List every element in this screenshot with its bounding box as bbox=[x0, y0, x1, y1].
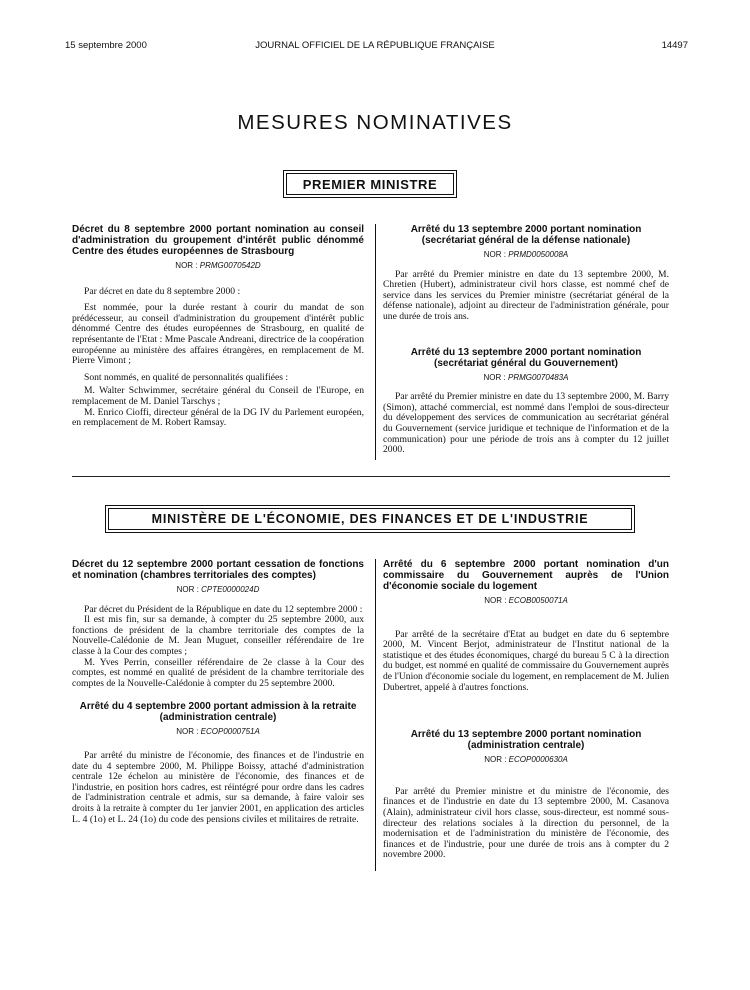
paragraph: M. Enrico Cioffi, directeur général de la DG IV du Parlement européen, en remplacement de M. Robert Ramsay. bbox=[72, 406, 364, 429]
section-heading-label: PREMIER MINISTRE bbox=[302, 176, 438, 192]
decree-title: Arrêté du 6 septembre 2000 portant nomination d'un commissaire du Gouvernement auprès de l'Union d'économie sociale du logement bbox=[383, 559, 669, 592]
decree-title: Arrêté du 13 septembre 2000 portant nomination (secrétariat général du Gouvernement) bbox=[410, 346, 642, 369]
paragraph: Sont nommés, en qualité de personnalités qualifiées : bbox=[84, 371, 289, 383]
section-separator bbox=[72, 476, 670, 477]
section2-right-column bbox=[383, 559, 669, 861]
section-heading-ministere-economie bbox=[105, 505, 635, 533]
nor-reference bbox=[72, 585, 364, 596]
nor-reference bbox=[383, 250, 669, 261]
nor-label: NOR : bbox=[483, 250, 506, 259]
paragraph: Par décret du Président de la République en date du 12 septembre 2000 : bbox=[84, 603, 363, 615]
nor-code: PRMG0070483A bbox=[507, 372, 569, 382]
nor-label: NOR : bbox=[176, 585, 199, 594]
nor-code: CPTE0000024D bbox=[201, 585, 260, 594]
header-journal-title: JOURNAL OFFICIEL DE LA RÉPUBLIQUE FRANÇAISE bbox=[255, 40, 495, 51]
header-date: 15 septembre 2000 bbox=[65, 40, 147, 51]
nor-reference bbox=[383, 755, 669, 766]
column-divider bbox=[375, 224, 376, 460]
nor-label: NOR : bbox=[175, 261, 198, 270]
nor-label: NOR : bbox=[484, 596, 507, 605]
header-page-number: 14497 bbox=[661, 40, 688, 51]
nor-code: PRMG0070542D bbox=[199, 261, 261, 270]
section-heading-premier-ministre bbox=[283, 170, 457, 198]
paragraph: Par arrêté du Premier ministre en date du 13 septembre 2000, M. Barry (Simon), attaché commercial, est nommé dans l'emploi de sous-directeur du développement des services de communication au secrétariat général du Gouvernement (service juridique et technique de l'information et de la communication) pour une période de trois ans à compter du 12 juillet 2000. bbox=[383, 391, 669, 456]
paragraph: Par arrêté du Premier ministre et du ministre de l'économie, des finances et de l'industrie en date du 13 septembre 2000, M. Casanova (Alain), administrateur civil hors classe, sous-directeur, est nommé sous-directeur des relations sociales à la direction du personnel, de la modernisation et de l'administration du ministère de l'économie, des finances et de l'industrie, pour une durée de trois ans à compter du 2 novembre 2000. bbox=[383, 785, 669, 861]
nor-code: ECOB0050071A bbox=[508, 596, 568, 605]
decree-title: Arrêté du 13 septembre 2000 portant nomination (administration centrale) bbox=[410, 729, 642, 752]
decree-title: Décret du 12 septembre 2000 portant cessation de fonctions et nomination (chambres territoriales des comptes) bbox=[72, 559, 364, 581]
decree-title: Décret du 8 septembre 2000 portant nomination au conseil d'administration du groupement d'intérêt public dénommé Centre des études européennes de Strasbourg bbox=[72, 224, 364, 257]
paragraph: Par arrêté du ministre de l'économie, des finances et de l'industrie en date du 4 septembre 2000, M. Philippe Boissy, attaché d'administration centrale 12e échelon au ministère de l'économie, des finances et de l'industrie, en position hors cadres, est réintégré pour ordre dans les cadres de l'administration centrale et admis, sur sa demande, à faire valoir ses droits à la retraite à compter du 1er janvier 2001, en application des articles L. 4 (1o) et L. 24 (1o) du code des pensions civiles et militaires de retraite. bbox=[72, 749, 364, 825]
decree-title: Arrêté du 13 septembre 2000 portant nomination (secrétariat général de la défense nationale) bbox=[410, 224, 642, 246]
nor-code: ECOP0000630A bbox=[508, 755, 568, 765]
nor-code: PRMD0050008A bbox=[508, 250, 569, 259]
section1-left-column bbox=[72, 224, 364, 429]
paragraph: Par arrêté du Premier ministre en date du 13 septembre 2000, M. Chretien (Hubert), administrateur civil hors classe, est nommé chef de service dans les services du Premier ministre (secrétariat général de la défense nationale), adjoint au directeur de l'administration générale, pour une durée de trois ans. bbox=[383, 268, 669, 322]
nor-label: NOR : bbox=[483, 372, 506, 382]
paragraph: M. Walter Schwimmer, secrétaire général du Conseil de l'Europe, en remplacement de M. Daniel Tarschys ; bbox=[72, 385, 364, 407]
nor-code: ECOP0000751A bbox=[200, 727, 260, 737]
nor-reference bbox=[72, 727, 364, 738]
decree-title: Arrêté du 4 septembre 2000 portant admission à la retraite (administration centrale) bbox=[79, 701, 357, 724]
nor-label: NOR : bbox=[484, 755, 507, 765]
paragraph: M. Yves Perrin, conseiller référendaire de 2e classe à la Cour des comptes, est nommé en qualité de président de la chambre territoriale des comptes de la Nouvelle-Calédonie à compter du 25 septembre 2000. bbox=[72, 656, 364, 689]
nor-reference bbox=[72, 261, 364, 272]
column-divider bbox=[375, 559, 376, 871]
paragraph: Il est mis fin, sur sa demande, à compter du 25 septembre 2000, aux fonctions de président de la chambre territoriale des comptes de la Nouvelle-Calédonie de M. Jean Muguet, conseiller référendaire de 1re classe à la Cour des comptes ; bbox=[72, 614, 364, 657]
paragraph: Par arrêté de la secrétaire d'Etat au budget en date du 6 septembre 2000, M. Vincent Berjot, administrateur de l'Institut national de la statistique et des études économiques, chargé du bureau 5 C à la direction du budget, est nommé en qualité de commissaire du Gouvernement auprès de l'Union d'économie sociale du logement, en remplacement de M. Julien Dubertret, appelé à d'autres fonctions. bbox=[383, 628, 669, 693]
paragraph: Est nommée, pour la durée restant à courir du mandat de son prédécesseur, au conseil d'administration du groupement d'intérêt public dénommé Centre des études européennes de Strasbourg, en qualité de représentante de l'Etat : Mme Pascale Andreani, directrice de la coopération européenne au ministère des affaires étrangères, en remplacement de M. Pierre Vimont ; bbox=[72, 302, 364, 367]
section-heading-label: MINISTÈRE DE L'ÉCONOMIE, DES FINANCES ET DE L'INDUSTRIE bbox=[151, 512, 589, 526]
nor-reference bbox=[383, 596, 669, 607]
section1-right-column bbox=[383, 224, 669, 456]
nor-reference bbox=[383, 373, 669, 384]
section2-left-column bbox=[72, 559, 364, 825]
page-title: MESURES NOMINATIVES bbox=[237, 111, 513, 134]
paragraph: Par décret en date du 8 septembre 2000 : bbox=[84, 285, 241, 297]
nor-label: NOR : bbox=[176, 727, 199, 737]
